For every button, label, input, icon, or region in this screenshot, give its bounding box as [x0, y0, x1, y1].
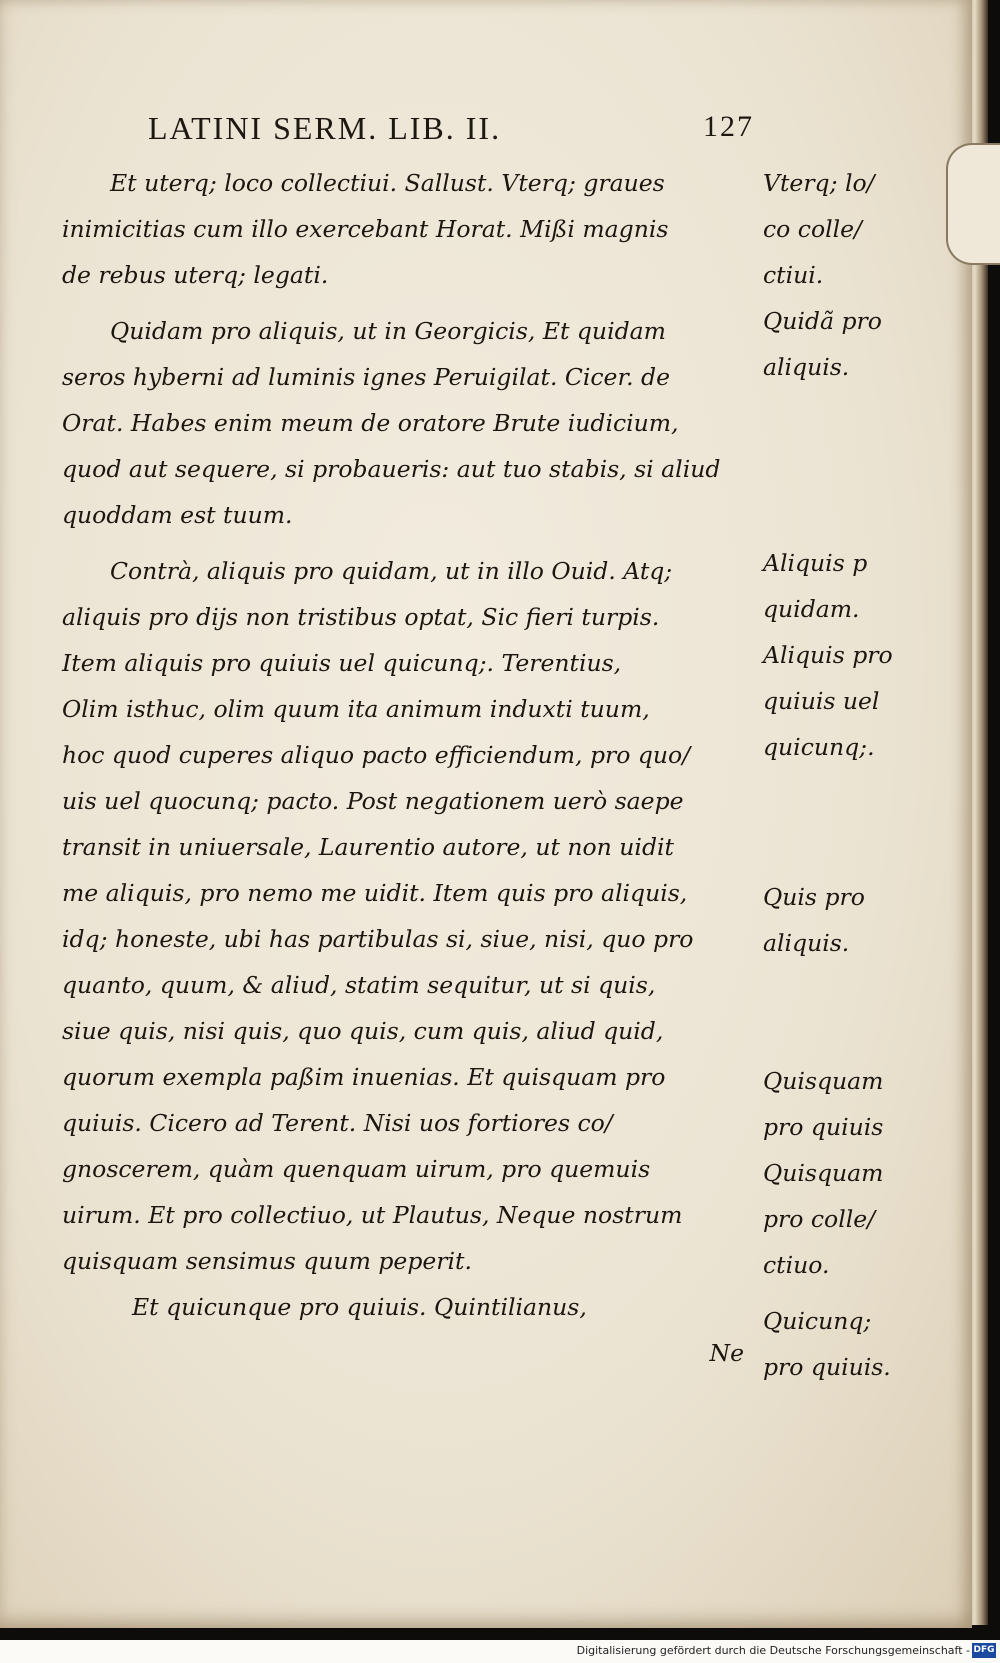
- text-line: Orat. Habes enim meum de oratore Brute iudicium,: [62, 409, 679, 437]
- dfg-logo: DFG: [972, 1643, 996, 1658]
- text-line: hoc quod cuperes aliquo pacto efficiendum, pro quo/: [62, 741, 691, 769]
- page-number: 127: [703, 110, 754, 143]
- text-line: me aliquis, pro nemo me uidit. Item quis pro aliquis,: [62, 879, 688, 907]
- page-header: [148, 110, 768, 154]
- text-line: quod aut sequere, si probaueris: aut tuo stabis, si aliud: [62, 455, 721, 483]
- margin-note: Aliquis pro quiuis uel quicunq;.: [763, 641, 893, 761]
- margin-note: Quidã pro aliquis.: [763, 307, 882, 381]
- text-line: Et uterq; loco collectiui. Sallust. Vterq; graues: [110, 169, 665, 197]
- running-title: LATINI SERM. LIB. II.: [148, 110, 502, 146]
- text-line: Olim isthuc, olim quum ita animum induxti tuum,: [62, 695, 650, 723]
- margin-note: Quicunq; pro quiuis.: [763, 1307, 891, 1381]
- margin-note: Aliquis p quidam.: [763, 549, 868, 623]
- text-line: siue quis, nisi quis, quo quis, cum quis, aliud quid,: [62, 1017, 664, 1045]
- text-line: Contrà, aliquis pro quidam, ut in illo Ouid. Atq;: [110, 557, 673, 585]
- text-line: uis uel quocunq; pacto. Post negationem uerò saepe: [62, 787, 684, 815]
- text-line: uirum. Et pro collectiuo, ut Plautus, Neque nostrum: [62, 1201, 683, 1229]
- text-line: quorum exempla paßim inuenias. Et quisquam pro: [62, 1063, 666, 1091]
- text-line: transit in uniuersale, Laurentio autore, ut non uidit: [62, 833, 674, 861]
- text-line: inimicitias cum illo exercebant Horat. Mißi magnis: [62, 215, 669, 243]
- text-line: idq; honeste, ubi has partibulas si, siue, nisi, quo pro: [62, 925, 694, 953]
- text-line: Et quicunque pro quiuis. Quintilianus,: [132, 1293, 587, 1321]
- text-line: quiuis. Cicero ad Terent. Nisi uos fortiores co/: [62, 1109, 613, 1137]
- text-line: quisquam sensimus quum peperit.: [62, 1247, 472, 1275]
- text-line: de rebus uterq; legati.: [62, 261, 329, 289]
- text-line: aliquis pro dijs non tristibus optat, Sic fieri turpis.: [62, 603, 660, 631]
- text-line: quanto, quum, & aliud, statim sequitur, ut si quis,: [62, 971, 656, 999]
- margin-note: Quisquam pro colle/ ctiuo.: [763, 1159, 884, 1279]
- text-line: gnoscerem, quàm quenquam uirum, pro quemuis: [62, 1155, 651, 1183]
- margin-note: Vterq; lo/ co colle/ ctiui.: [763, 169, 875, 289]
- main-text-block: [62, 160, 752, 1376]
- text-line: seros hyberni ad luminis ignes Peruigilat. Cicer. de: [62, 363, 671, 391]
- catchword: Ne: [709, 1339, 744, 1367]
- funding-credit: Digitalisierung gefördert durch die Deutsche Forschungsgemeinschaft -: [576, 1644, 970, 1657]
- text-line: Item aliquis pro quiuis uel quicunq;. Terentius,: [62, 649, 622, 677]
- margin-note: Quisquam pro quiuis: [763, 1067, 884, 1141]
- page-tab-marker: [946, 143, 1000, 265]
- text-line: Quidam pro aliquis, ut in Georgicis, Et quidam: [110, 317, 666, 345]
- margin-note: Quis pro aliquis.: [763, 883, 865, 957]
- digitization-footer: [0, 1640, 1000, 1663]
- text-line: quoddam est tuum.: [62, 501, 293, 529]
